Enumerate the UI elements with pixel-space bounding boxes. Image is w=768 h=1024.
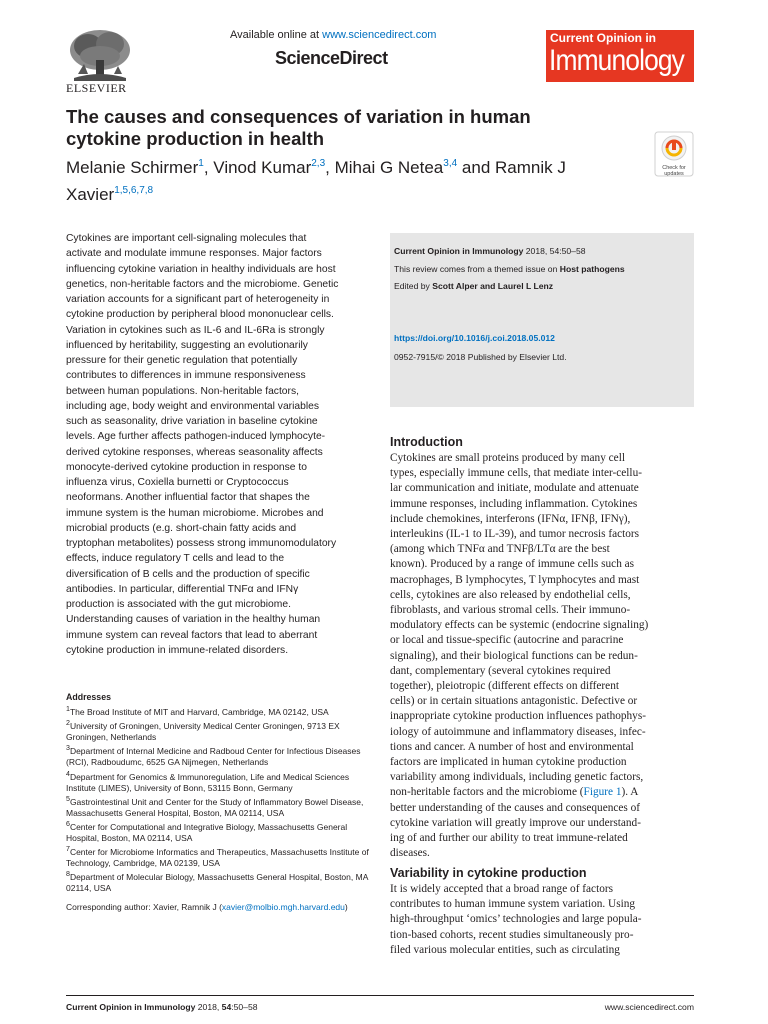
elsevier-wordmark: ELSEVIER (66, 81, 127, 95)
abstract-line: tryptophan metabolites) possess strong immunomodulatory (66, 538, 337, 549)
sciencedirect-name: ScienceDirect (275, 48, 388, 68)
corresponding-email-link[interactable]: xavier@molbio.mgh.harvard.edu (221, 902, 345, 912)
journal-banner-line2: Immunology (549, 44, 684, 77)
address-number: 7 (66, 845, 70, 854)
address-text: University of Groningen, University Medical Center Groningen, 9713 EX Groningen, Netherlands (66, 720, 340, 743)
address-number: 1 (66, 705, 70, 713)
sciencedirect-link[interactable]: www.sciencedirect.com (322, 29, 437, 41)
intro-line: known). Produced by a range of immune cells such as (390, 558, 635, 571)
intro-line: diseases. (390, 847, 430, 860)
abstract-line: between human populations. Non-heritable factors, (66, 385, 299, 397)
intro-line-after-ref: ). A (621, 786, 639, 799)
intro-line: ing of and further our ability to treat immune-related (390, 832, 628, 845)
intro-line: cells) or in certain situations antagonistic. Defective or (390, 695, 638, 708)
author-separator: , (203, 158, 214, 177)
variability-line: filed various molecular entities, such as circulating (390, 943, 620, 956)
intro-line: variability among individuals, including genetic factors, (390, 771, 644, 784)
footer-site-link[interactable]: www.sciencedirect.com (604, 1002, 694, 1012)
address-text: Department for Genomics & Immunoregulation, Life and Medical Sciences Institute (LIMES), University of Bonn, 53115 Bonn, Germany (66, 771, 350, 793)
abstract-line: Cytokines are important cell-signaling molecules that (66, 233, 307, 244)
addresses-list (66, 704, 371, 895)
abstract-line: such as seasonality, drive variation in baseline cytokine (66, 416, 318, 427)
address-item (66, 869, 371, 894)
address-item (66, 704, 371, 718)
available-prefix: Available online at (230, 29, 323, 41)
journal-banner-line1: Current Opinion in (550, 31, 656, 45)
abstract-line: activate and modulate immune responses. Major factors (66, 248, 322, 260)
intro-line: fibroblasts, and various stromal cells. Their immuno- (390, 604, 631, 617)
intro-line: types, especially immune cells, that mediate inter-cellu- (390, 467, 642, 480)
intro-line: factors are implicated in human cytokine production (390, 756, 627, 769)
introduction-heading: Introduction (390, 435, 463, 449)
abstract-line: cytokine production by peripheral blood mononuclear cells. (66, 309, 334, 321)
author-name: Vinod Kumar (213, 158, 312, 177)
address-number: 5 (66, 794, 70, 803)
intro-line: lar communication and initiate, modulate and attenuate (390, 482, 639, 495)
variability-line: contributes to human immune system variation. Using (390, 898, 636, 911)
intro-line: cytokine variation will greatly improve our understand- (390, 816, 641, 829)
address-number: 4 (66, 769, 70, 778)
author-separator: and (457, 158, 495, 177)
themed-prefix: This review comes from a themed issue on (394, 264, 560, 274)
intro-line: together), pleiotropic (different effects on different (390, 680, 619, 693)
footer-pages: :50–58 (231, 1002, 258, 1012)
author-affiliation[interactable]: 2,3 (311, 158, 326, 169)
intro-line: signaling), and their biological functions can be redun- (390, 649, 638, 662)
footer-year: 2018, (195, 1002, 222, 1012)
article-title (66, 106, 626, 150)
abstract (66, 231, 368, 658)
footer-volume: 54 (221, 1002, 232, 1012)
intro-line: better understanding of the causes and consequences of (390, 801, 641, 814)
address-number: 2 (66, 719, 70, 728)
article-info-box (390, 233, 694, 407)
abstract-line: diversification of B cells and the production of specific (66, 568, 310, 580)
abstract-line: Understanding causes of variation in the healthy human (66, 614, 321, 626)
intro-line: tions and cancer. A number of host and environmental (390, 740, 634, 753)
abstract-line: levels. Age further affects pathogen-induced lymphocyte- (66, 431, 326, 443)
intro-line: immune responses, including inflammation. Cytokines (390, 497, 638, 510)
editor-names: Scott Alper and Laurel L Lenz (432, 281, 554, 291)
intro-line: macrophages, B lymphocytes, T lymphocytes and mast (390, 573, 640, 586)
figure-1-link[interactable]: Figure 1 (583, 786, 622, 799)
abstract-line: Variation in cytokines such as IL-6 and IL-6Ra is strongly (66, 324, 325, 336)
address-text: Department of Molecular Biology, Massachusetts General Hospital, Boston, MA 02114, USA (66, 872, 368, 894)
abstract-line: derived cytokine responses, whereas seasonality affects (66, 446, 323, 458)
abstract-line: microbial products (e.g. short-chain fatty acids and (66, 522, 297, 534)
info-themed-issue (394, 264, 625, 275)
variability-body (390, 882, 694, 958)
address-item (66, 794, 371, 819)
check-for-updates-label: Check for updates (662, 165, 686, 177)
intro-line-before-ref: non-heritable factors and the microbiome ( (390, 786, 584, 799)
address-item (66, 819, 371, 844)
abstract-line: effects, induce regulatory T cells and lead to the (66, 553, 285, 565)
intro-line: Cytokines are small proteins produced by many cell (390, 452, 625, 464)
author-list (66, 152, 656, 206)
address-item (66, 718, 371, 743)
author-affiliation[interactable]: 1 (198, 158, 204, 169)
abstract-line: immune system can reveal factors that lead to aberrant (66, 629, 318, 641)
author-affiliation[interactable]: 1,5,6,7,8 (114, 185, 154, 196)
corresponding-author (66, 902, 376, 913)
address-text: Gastrointestinal Unit and Center for the Study of Inflammatory Bowel Disease, Massachusetts General Hospital, Boston, MA 02114, USA (66, 796, 364, 818)
intro-line: iology of autoimmune and inflammatory diseases, infec- (390, 725, 646, 738)
info-editors (394, 281, 553, 292)
intro-line: inappropriate cytokine production influences pathophys- (390, 710, 646, 723)
address-item (66, 743, 371, 768)
abstract-line: production is associated with the gut microbiome. (66, 599, 291, 610)
abstract-line: immune system is the human microbiome. Microbes and (66, 507, 324, 519)
intro-line: or local and tissue-specific (autocrine and paracrine (390, 634, 624, 647)
intro-line-with-ref (390, 785, 694, 800)
title-line1: The causes and consequences of variation in human (66, 106, 531, 127)
abstract-line: including age, body weight and environmental variables (66, 400, 320, 412)
abstract-line: neoformans. Another influential factor that shapes the (66, 492, 310, 504)
abstract-line: influencing cytokine variation in healthy individuals are host (66, 263, 336, 275)
variability-heading: Variability in cytokine production (390, 866, 587, 880)
address-item (66, 844, 371, 869)
abstract-line: pressure for their genetic regulation that potentially (66, 355, 298, 366)
intro-line: interleukins (IL-1 to IL-39), and tumor necrosis factors (390, 528, 640, 541)
abstract-line: contributes to differences in immune responsiveness (66, 370, 306, 382)
address-text: Center for Computational and Integrative Biology, Massachusetts General Hospital, Boston, MA 02114, USA (66, 821, 348, 843)
abstract-line: genetics, non-heritable factors and the microbiome. Genetic (66, 278, 339, 290)
abstract-line: antibodies. In particular, differential TNFα and IFNγ (66, 583, 299, 595)
address-text: Department of Internal Medicine and Radboud Center for Infectious Diseases (RCI), Radboudumc, 6525 GA Nijmegen, Netherlands (66, 746, 361, 768)
author-name: Ramnik J Xavier (66, 158, 566, 204)
variability-line: high-throughput ‘omics’ technologies and large popula- (390, 913, 642, 926)
intro-line: include chemokines, interferons (IFNα, IFNβ, IFNγ), (390, 512, 631, 525)
addresses-heading: Addresses (66, 692, 111, 702)
themed-issue-name: Host pathogens (559, 264, 625, 274)
author-name: Mihai G Netea (334, 158, 444, 177)
address-number: 3 (66, 744, 70, 753)
abstract-line: influenced by heritability, suggesting an evolutionarily (66, 339, 308, 351)
address-text: The Broad Institute of MIT and Harvard, Cambridge, MA 02142, USA (69, 706, 329, 717)
corresponding-suffix: ) (344, 902, 348, 912)
intro-line: cells, cytokines are also released by endothelial cells, (390, 588, 631, 601)
abstract-line: cytokine production in immune-related disorders. (66, 644, 289, 656)
abstract-line: monocyte-derived cytokine production in response to (66, 461, 307, 473)
variability-line: It is widely accepted that a broad range of factors (390, 883, 614, 895)
journal-banner (546, 30, 694, 82)
author-affiliation[interactable]: 3,4 (443, 158, 458, 169)
available-online-text (230, 29, 436, 41)
info-citation (394, 246, 586, 257)
variability-line: tion-based cohorts, recent studies simultaneously pro- (390, 928, 634, 941)
intro-line: dant, complementary (several cytokines required (390, 664, 611, 677)
footer-journal: Current Opinion in Immunology (66, 1002, 196, 1012)
doi-link[interactable]: https://doi.org/10.1016/j.coi.2018.05.012 (394, 333, 555, 343)
introduction-body (390, 451, 694, 861)
footer-divider (66, 995, 694, 996)
footer-citation (66, 1002, 258, 1012)
corresponding-prefix: Corresponding author: Xavier, Ramnik J ( (66, 902, 222, 912)
author-separator: , (325, 158, 335, 177)
address-item (66, 769, 371, 794)
copyright-text: 0952-7915/© 2018 Published by Elsevier Ltd. (394, 352, 567, 362)
abstract-line: influenza virus, Coxiella burnetti or Cryptococcus (66, 477, 289, 488)
intro-line: (among which TNFα and TNFβ/LTα are the best (390, 543, 610, 556)
intro-line: modulatory effects can be systemic (endocrine signaling) (390, 619, 649, 632)
address-number: 6 (66, 819, 70, 828)
title-line2: cytokine production in health (66, 128, 324, 149)
info-journal-name: Current Opinion in Immunology (394, 246, 524, 256)
info-citation-text: 2018, 54:50–58 (523, 246, 586, 256)
edited-prefix: Edited by (394, 281, 433, 291)
author-name: Melanie Schirmer (66, 158, 199, 177)
abstract-line: variation accounts for a significant part of heterogeneity in (66, 294, 330, 305)
address-number: 8 (66, 870, 70, 879)
address-text: Center for Microbiome Informatics and Therapeutics, Massachusetts Institute of Technology, Cambridge, MA 02139, USA (66, 847, 369, 869)
